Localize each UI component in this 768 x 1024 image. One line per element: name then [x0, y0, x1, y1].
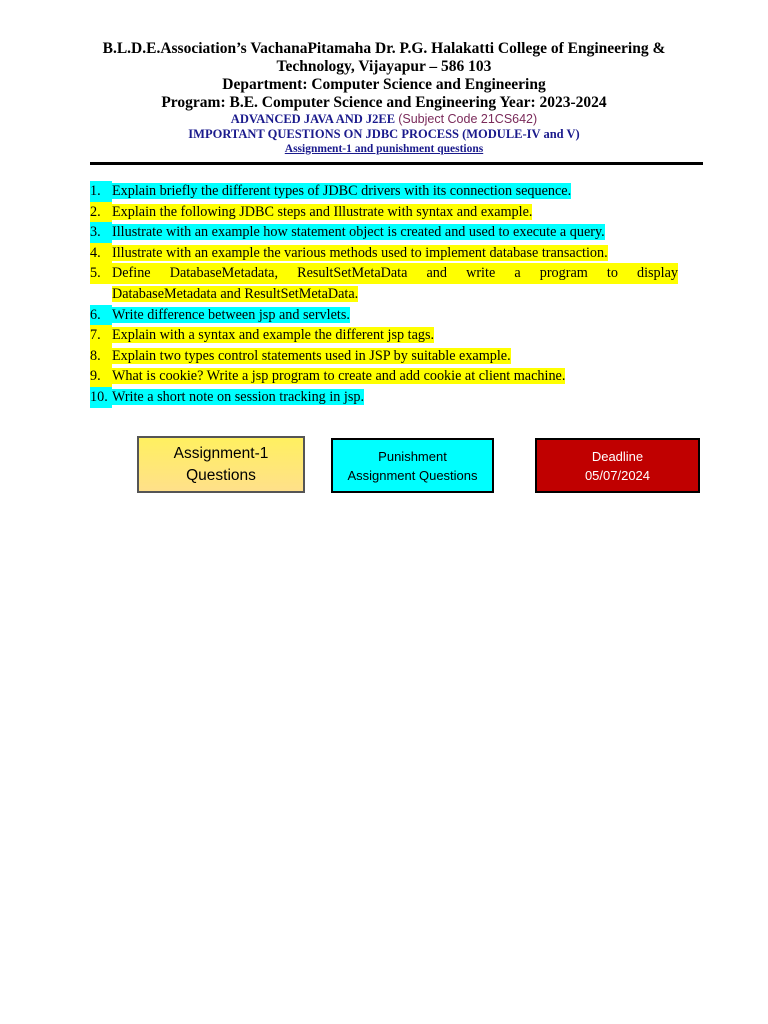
- program: Program: B.E. Computer Science and Engineering Year: 2023-2024: [161, 94, 607, 111]
- question-item: [90, 222, 678, 243]
- question-item: [90, 181, 678, 202]
- assignment-link[interactable]: Assignment-1 and punishment questions: [284, 143, 484, 155]
- question-text: Explain briefly the different types of JDBC drivers with its connection sequence.: [112, 183, 572, 199]
- question-number: 1.: [90, 181, 112, 202]
- question-number: 9.: [90, 366, 112, 387]
- legend-assignment-line2: Questions: [186, 466, 256, 484]
- question-text: Explain the following JDBC steps and Illustrate with syntax and example.: [112, 203, 533, 220]
- question-item: [90, 202, 678, 223]
- question-item: [90, 305, 678, 326]
- question-text: Illustrate with an example the various methods used to implement database transaction.: [112, 244, 608, 261]
- college-name-line1: B.L.D.E.Association’s VachanaPitamaha Dr. P.G. Halakatti College of Engineering &: [102, 40, 666, 57]
- legend-deadline-label: Deadline: [591, 448, 644, 464]
- subject-title: ADVANCED JAVA AND J2EE: [230, 112, 396, 126]
- question-text: Write a short note on session tracking in jsp.: [112, 388, 365, 405]
- legend-punishment-box: [331, 438, 494, 493]
- question-text-line1: Define DatabaseMetadata, ResultSetMetaData and write a program to display: [112, 263, 678, 284]
- question-text: Explain two types control statements used in JSP by suitable example.: [112, 347, 511, 364]
- question-number: 10.: [90, 387, 112, 408]
- question-number: 7.: [90, 325, 112, 346]
- legend-assignment-box: [137, 436, 305, 493]
- question-number: 3.: [90, 222, 112, 243]
- legend-deadline-date: 05/07/2024: [584, 467, 651, 483]
- question-number: 4.: [90, 243, 112, 264]
- question-text: Explain with a syntax and example the different jsp tags.: [112, 327, 435, 344]
- legend-deadline-box: [535, 438, 700, 493]
- subject-line: [0, 112, 768, 127]
- question-number: 8.: [90, 346, 112, 367]
- question-item-continuation: [90, 284, 678, 305]
- header-divider: [90, 162, 703, 165]
- question-item: [90, 243, 678, 264]
- legend-punishment-line2: Assignment Questions: [347, 467, 478, 483]
- question-text-line2: DatabaseMetadata and ResultSetMetaData.: [112, 285, 359, 302]
- department: Department: Computer Science and Engineering: [222, 76, 546, 93]
- legend-assignment-line1: Assignment-1: [173, 444, 269, 462]
- subject-code: (Subject Code 21CS642): [398, 112, 538, 126]
- question-number: 5.: [90, 263, 112, 284]
- college-name-line2: Technology, Vijayapur – 586 103: [276, 58, 492, 75]
- question-item: [90, 387, 678, 408]
- question-item: [90, 366, 678, 387]
- question-number: 6.: [90, 305, 112, 326]
- question-item: [90, 263, 678, 284]
- question-text: Write difference between jsp and servlets.: [112, 306, 350, 323]
- question-list: [90, 181, 678, 408]
- question-text: Illustrate with an example how statement object is created and used to execute a query.: [112, 224, 605, 241]
- question-text: What is cookie? Write a jsp program to create and add cookie at client machine.: [112, 368, 566, 385]
- important-questions-title: IMPORTANT QUESTIONS ON JDBC PROCESS (MODULE-IV and V): [188, 127, 580, 141]
- legend-punishment-line1: Punishment: [378, 448, 447, 464]
- question-item: [90, 325, 678, 346]
- question-item: [90, 346, 678, 367]
- document-header: [0, 40, 768, 156]
- question-number: 2.: [90, 202, 112, 223]
